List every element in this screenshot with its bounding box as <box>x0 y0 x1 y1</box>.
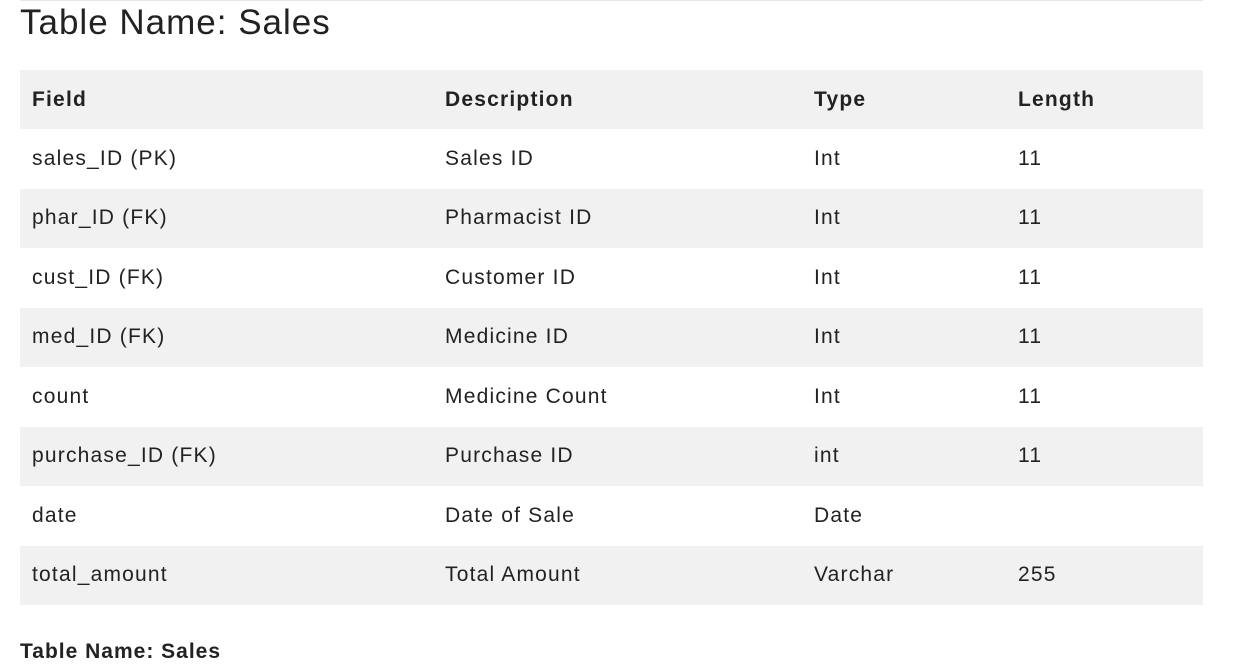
table-row <box>20 486 1203 546</box>
cell-length <box>1006 486 1203 546</box>
cell-field: sales_ID (PK) <box>32 146 178 170</box>
cell-length: 11 <box>1018 265 1043 289</box>
column-header-field: Field <box>32 87 88 111</box>
cell-type: Int <box>814 206 841 230</box>
cell-length: 11 <box>1018 146 1043 170</box>
cell-description: Total Amount <box>445 563 581 587</box>
cell-type: Varchar <box>814 563 895 587</box>
cell-type: Date <box>814 503 864 527</box>
cell-length: 255 <box>1018 563 1057 587</box>
column-header-type: Type <box>814 87 867 111</box>
cell-field: total_amount <box>32 563 168 587</box>
top-divider <box>20 0 1203 1</box>
cell-field: cust_ID (FK) <box>32 265 165 289</box>
cell-field: date <box>32 503 78 527</box>
table-row <box>20 189 1203 249</box>
cell-field: purchase_ID (FK) <box>32 444 217 468</box>
cell-description: Sales ID <box>445 146 534 170</box>
page-title: Table Name: Sales <box>20 3 331 42</box>
sales-table <box>20 70 1203 605</box>
cell-field: med_ID (FK) <box>32 325 166 349</box>
table-row <box>20 546 1203 606</box>
cell-type: int <box>814 444 840 468</box>
cell-type: Int <box>814 384 841 408</box>
cell-length: 11 <box>1018 444 1043 468</box>
cell-description: Customer ID <box>445 265 577 289</box>
table-row <box>20 367 1203 427</box>
cell-field: phar_ID (FK) <box>32 206 168 230</box>
table-caption: Table Name: Sales <box>20 640 222 663</box>
cell-type: Int <box>814 325 841 349</box>
cell-length: 11 <box>1018 206 1043 230</box>
sales-table-container <box>20 70 1203 605</box>
cell-field: count <box>32 384 90 408</box>
cell-length: 11 <box>1018 384 1043 408</box>
cell-type: Int <box>814 265 841 289</box>
cell-description: Date of Sale <box>445 503 575 527</box>
table-row <box>20 427 1203 487</box>
table-row <box>20 308 1203 368</box>
cell-length: 11 <box>1018 325 1043 349</box>
column-header-length: Length <box>1018 87 1096 111</box>
cell-description: Medicine Count <box>445 384 608 408</box>
cell-type: Int <box>814 146 841 170</box>
table-row <box>20 248 1203 308</box>
cell-description: Medicine ID <box>445 325 570 349</box>
column-header-description: Description <box>445 87 574 111</box>
cell-description: Purchase ID <box>445 444 574 468</box>
cell-description: Pharmacist ID <box>445 206 593 230</box>
table-header-row <box>20 70 1203 129</box>
table-row <box>20 129 1203 189</box>
